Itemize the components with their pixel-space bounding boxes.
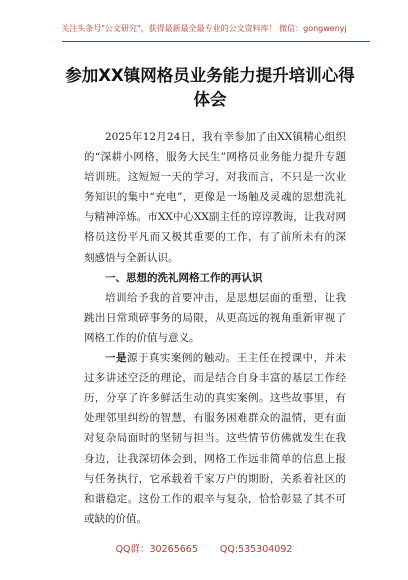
footer-qq: QQ:535304092 (219, 544, 293, 555)
footer-contact (0, 541, 408, 555)
footer-qq-group: QQ群：30265665 (115, 544, 198, 555)
document-body (84, 127, 346, 529)
section-paragraph: 培训给予我的首要冲击，是思想层面的重塑，让我跳出日常琐碎事务的局限，从更高远的视角重新审视了网格工作的价值与意义。 (84, 291, 346, 344)
point-lead: 一是 (105, 352, 127, 365)
point-paragraph (84, 348, 346, 529)
document-title: 参加XX镇网格员业务能力提升培训心得体会 (65, 66, 355, 109)
intro-paragraph: 2025年12月24日，我有幸参加了由XX镇精心组织的“深耕小网格，服务大民生”网格员业务能力提升专题培训班。这短短一天的学习，对我而言，不只是一次业务知识的集中“充电”，更像是一场触及灵魂的思想洗礼与精神淬炼。市XX中心XX副主任的谆谆教诲，让我对网格员这份平凡而又极其重要的工作，有了前所未有的深刻感悟与全新认识。 (84, 131, 346, 264)
section-heading: 一、思想的洗礼网格工作的再认识 (105, 271, 263, 284)
header-divider (62, 41, 370, 42)
header-banner: 关注头条号"公文研究"，获得最新最全最专业的公文资料库！ 微信：gongwenyj (61, 24, 347, 33)
point-text: 源于真实案例的触动。王主任在授课中，并未过多讲述空泛的理论，而是结合自身丰富的基层工作经历，分享了许多鲜活生动的真实案例。这些故事里，有处理邻里纠纷的智慧，有服务困难群众的温情，更有面对复杂局面时的坚韧与担当。这些情节仿佛就发生在我身边，让我深切体会到，网格工作远非简单的信息上报与任务执行，它承载着千家万户的期盼，关系着社区的和谐稳定。这份工作的艰辛与复杂，恰恰彰显了其不可或缺的价值。 (84, 352, 346, 525)
